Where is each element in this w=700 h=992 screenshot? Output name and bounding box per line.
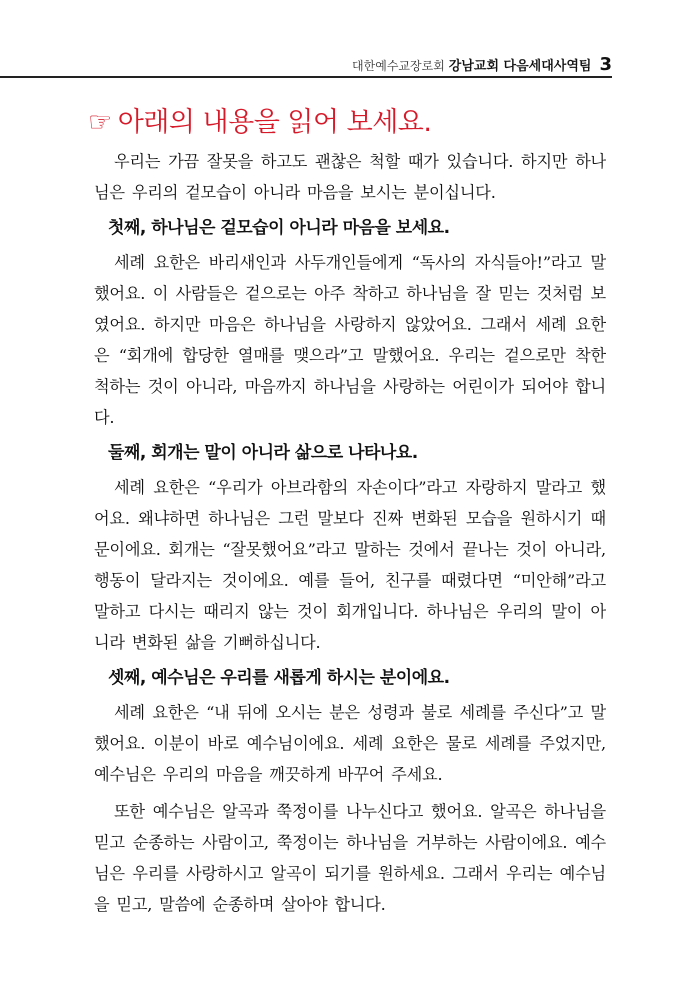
pointing-hand-icon: ☞	[88, 107, 112, 138]
intro-paragraph: 우리는 가끔 잘못을 하고도 괜찮은 척할 때가 있습니다. 하지만 하나님은 우리의 겉모습이 아니라 마음을 보시는 분이십니다.	[94, 152, 606, 202]
section-3-paragraph-1: 세례 요한은 “내 뒤에 오시는 분은 성령과 불로 세례를 주신다”고 말했어요. 이분이 바로 예수님이에요. 세례 요한은 물로 세례를 주었지만, 예수님은 우리의 마음을 깨끗하게 바꾸어 주세요.	[94, 703, 606, 784]
page-title	[88, 100, 612, 139]
page-number: 3	[599, 54, 612, 75]
section-1-paragraph: 세례 요한은 바리새인과 사두개인들에게 “독사의 자식들아!”라고 말했어요. 이 사람들은 겉으로는 아주 착하고 하나님을 잘 믿는 것처럼 보였어요. 하지만 마음은 하나님을 사랑하지 않았어요. 그래서 세례 요한은 “회개에 합당한 열매를 맺으라”고 말했어요. 우리는 겉으로만 착한 척하는 것이 아니라, 마음까지 하나님을 사랑하는 어린이가 되어야 합니다.	[94, 253, 606, 427]
section-heading-2: 둘째, 회개는 말이 아니라 삶으로 나타나요.	[108, 443, 418, 463]
header-team: 강남교회 다음세대사역팀	[448, 59, 592, 74]
header-org: 대한예수교장로회	[352, 59, 445, 73]
main-content	[94, 146, 606, 920]
header-divider	[0, 76, 612, 78]
section-heading-1: 첫째, 하나님은 겉모습이 아니라 마음을 보세요.	[108, 218, 450, 238]
section-2-paragraph: 세례 요한은 “우리가 아브라함의 자손이다”라고 자랑하지 말라고 했어요. 왜냐하면 하나님은 그런 말보다 진짜 변화된 모습을 원하시기 때문이에요. 회개는 “잘못했어요”라고 말하는 것에서 끝나는 것이 아니라, 행동이 달라지는 것이에요. 예를 들어, 친구를 때렸다면 “미안해”라고 말하고 다시는 때리지 않는 것이 회개입니다. 하나님은 우리의 말이 아니라 변화된 삶을 기뻐하십니다.	[94, 478, 606, 652]
section-heading-3: 셋째, 예수님은 우리를 새롭게 하시는 분이에요.	[108, 668, 450, 688]
page-header	[352, 54, 612, 75]
section-3-paragraph-2: 또한 예수님은 알곡과 쭉정이를 나누신다고 했어요. 알곡은 하나님을 믿고 순종하는 사람이고, 쭉정이는 하나님을 거부하는 사람이에요. 예수님은 우리를 사랑하시고 알곡이 되기를 원하세요. 그래서 우리는 예수님을 믿고, 말씀에 순종하며 살아야 합니다.	[94, 802, 606, 914]
page-title-text: 아래의 내용을 읽어 보세요.	[117, 107, 432, 138]
